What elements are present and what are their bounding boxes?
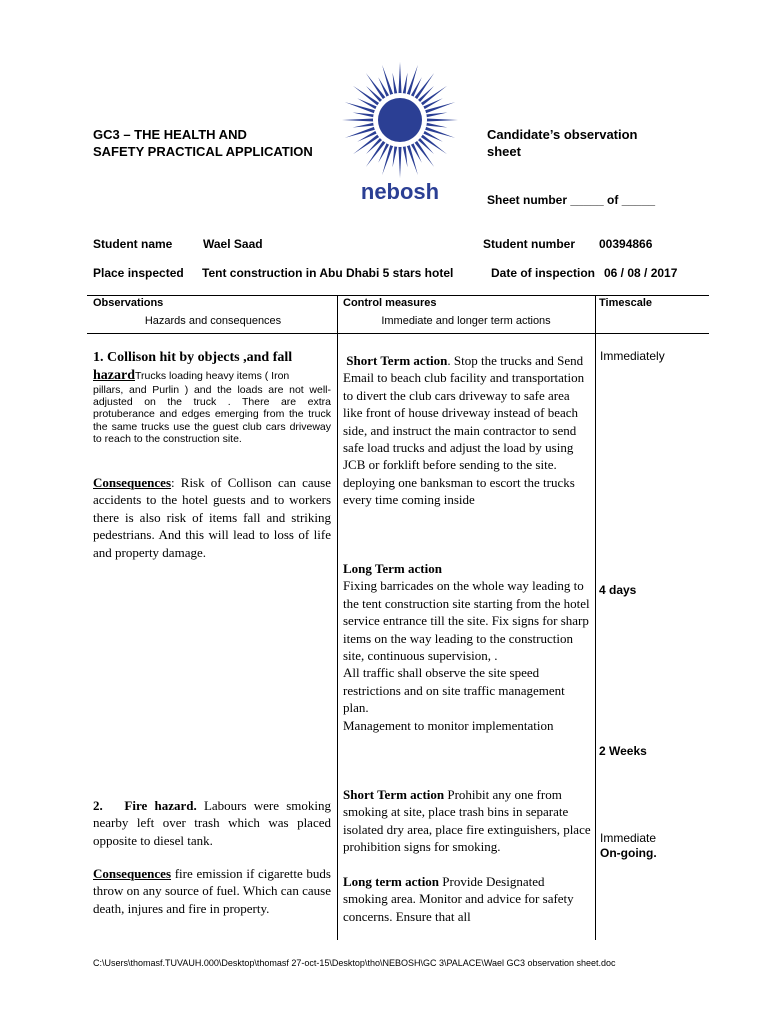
logo-ray xyxy=(402,143,407,167)
item1-consequences-text: : Risk of Collison can cause accidents to the hotel guests and to workers there is also risk of items fall and striking pedestrians. And this will lead to loss of life and property damage. xyxy=(93,475,331,560)
column-divider-2 xyxy=(595,295,596,940)
item2-long-text: Provide Designated smoking area. Monitor and advice for safety concerns. Ensure that all xyxy=(343,874,574,924)
sheet-title-line-1: Candidate’s observation xyxy=(487,127,638,142)
item1-short-text: . Stop the trucks and Send Email to beach club facility and transportation to divert the club cars driveway to safe area like front of house driveway instead of beach side, and instruct the main contractor to send safe load trucks and adjust the load by using JCB or forklift before sending to the site. deploying one banksman to escort the trucks every time coming inside xyxy=(343,353,585,508)
logo-ray xyxy=(422,126,455,138)
table-top-border xyxy=(87,295,709,296)
logo-ray xyxy=(423,112,447,117)
logo-ray xyxy=(353,112,377,117)
logo-ray xyxy=(342,118,376,121)
title-line-2: SAFETY PRACTICAL APPLICATION xyxy=(93,144,313,159)
date-label: Date of inspection xyxy=(491,266,596,280)
column-divider-1 xyxy=(337,295,338,940)
item2-short-label: Short Term action xyxy=(343,787,445,802)
logo-ray xyxy=(345,102,378,114)
logo-ray xyxy=(382,65,394,98)
item1-consequences-label: Consequences xyxy=(93,475,172,490)
sheet-title xyxy=(487,126,687,160)
item2-time-immediate: Immediate xyxy=(600,831,657,845)
student-name-label: Student name xyxy=(93,237,173,251)
logo-ray xyxy=(402,73,407,97)
title-line-1: GC3 – THE HEALTH AND xyxy=(93,127,247,142)
logo-ray xyxy=(398,62,401,96)
col-timescale: Timescale xyxy=(599,297,653,309)
student-name-value: Wael Saad xyxy=(203,237,263,251)
item2-heading-num: 2. xyxy=(93,798,103,813)
item2-time-ongoing: On-going. xyxy=(600,846,657,860)
sheet-number: Sheet number _____ of _____ xyxy=(487,193,656,207)
file-path-footer: C:\Users\thomasf.TUVAUH.000\Desktop\thomasf 27-oct-15\Desktop\tho\NEBOSH\GC 3\PALACE\Wael GC3 observation sheet.doc xyxy=(93,958,616,968)
item2-heading-text: Labours were smoking nearby left over trash which was placed opposite to diesel tank. xyxy=(93,798,332,848)
student-number-label: Student number xyxy=(483,237,575,251)
item2-long-label: Long term action xyxy=(343,874,440,889)
nebosh-logo-icon xyxy=(337,62,463,212)
item1-time-days: 4 days xyxy=(599,583,637,597)
item1-heading: 1. Collison hit by objects ,and fall xyxy=(93,350,293,365)
sheet-title-line-2: sheet xyxy=(487,144,521,159)
item1-consequences xyxy=(93,474,331,561)
item1-long-text2: All traffic shall observe the site speed restrictions and on site traffic management plan. xyxy=(343,665,565,716)
item1-long-term xyxy=(343,560,591,734)
item2-short-term xyxy=(343,786,591,856)
item2-observation xyxy=(93,797,331,849)
item1-short-label: Short Term action xyxy=(346,353,448,368)
logo-ray xyxy=(422,102,455,114)
place-label: Place inspected xyxy=(93,266,184,280)
item1-time-weeks: 2 Weeks xyxy=(599,744,647,758)
item1-long-label: Long Term action xyxy=(343,561,442,576)
item2-heading-bold: Fire hazard. xyxy=(124,798,197,813)
logo-ray xyxy=(392,143,397,167)
col-control-sub: Immediate and longer term actions xyxy=(381,315,551,327)
table-header-border xyxy=(87,333,709,334)
logo-ray xyxy=(353,122,377,127)
logo-ray xyxy=(424,118,458,121)
logo-text: nebosh xyxy=(360,179,440,204)
logo-ray xyxy=(345,126,378,138)
item1-detail: pillars, and Purlin ) and the loads are not well-adjusted on the truck . There are extra protuberance and edges emerging from the truck the same trucks use the guest club cars driveway to reach to the construction site. xyxy=(93,384,331,445)
item2-consequences-text: fire emission if cigarette buds throw on any source of fuel. Which can cause death, injures and fire in property. xyxy=(93,866,331,916)
item1-observation xyxy=(93,349,331,445)
logo-ray xyxy=(392,73,397,97)
col-observations-sub: Hazards and consequences xyxy=(144,315,282,327)
item1-time-immediate: Immediately xyxy=(600,349,665,363)
logo-ray xyxy=(423,122,447,127)
nebosh-logo xyxy=(337,62,463,212)
item2-consequences xyxy=(93,865,331,917)
item1-short-term xyxy=(343,352,591,509)
date-value: 06 / 08 / 2017 xyxy=(604,266,678,280)
item1-long-text3: Management to monitor implementation xyxy=(343,717,554,733)
col-observations: Observations xyxy=(93,297,164,309)
item1-heading-word: hazard xyxy=(93,368,135,383)
item1-detail-line1: Trucks loading heavy items ( Iron xyxy=(135,370,290,382)
student-number-value: 00394866 xyxy=(599,237,653,251)
logo-ray xyxy=(406,142,418,175)
logo-ray xyxy=(382,142,394,175)
item2-short-text: Prohibit any one from smoking at site, place trash bins in separate isolated dry area, place fire extinguishers, place prohibition signs for smoking. xyxy=(343,787,591,855)
logo-ray xyxy=(406,65,418,98)
col-control: Control measures xyxy=(343,297,437,309)
item1-long-text: Fixing barricades on the whole way leading to the tent construction site starting from the hotel service entrance till the site. Fix signs for sharp items on the way leading to the construction site, continuous supervision, . xyxy=(343,578,590,664)
place-value: Tent construction in Abu Dhabi 5 stars hotel xyxy=(202,266,454,280)
document-title xyxy=(93,126,353,160)
item2-long-term xyxy=(343,873,591,925)
logo-ray xyxy=(398,144,401,178)
item2-consequences-label: Consequences xyxy=(93,866,172,881)
